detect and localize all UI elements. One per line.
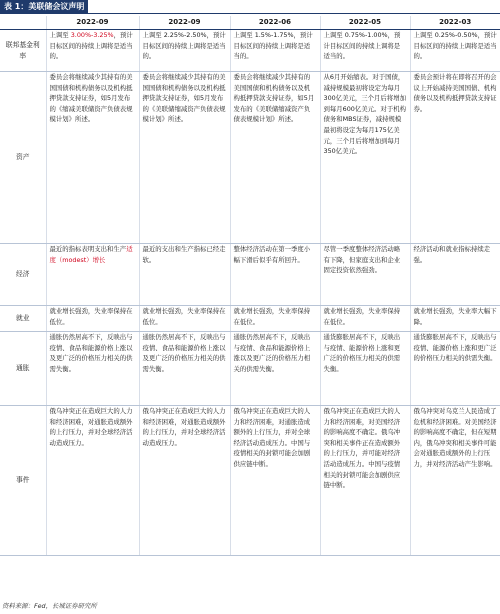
- header-date: 2022-09: [46, 16, 139, 30]
- table-cell: 通货膨胀居高不下，反映出与疫情、能源价格上涨和更广泛的价格压力相关的供需失衡。: [410, 332, 500, 406]
- table-cell: 就业增长强劲，失业率保持在低位。: [320, 306, 410, 332]
- row-label: 联邦基金利率: [0, 30, 46, 72]
- table-cell: 俄乌冲突正在造成巨大的人力和经济困难，对通胀造成额外的上行压力，并对全球经济活动造成压力。: [139, 406, 230, 556]
- row-assets: [0, 72, 500, 244]
- table-cell: 俄乌冲突正在造成巨大的人力和经济困难，对通胀造成额外的上行压力，并对全球经济活动造成压力。中国与疫情相关的封锁可能会加剧供应链中断。: [230, 406, 320, 556]
- row-label: 事件: [0, 406, 46, 556]
- table-cell: 委员会将继续减少其持有的美国国债和机构债务以及机构抵押贷款支持证券，如5月发布的《缩减美联储资产负债表规模计划》所述。: [46, 72, 139, 244]
- table-cell: 整体经济活动在第一季度小幅下滑后似乎有所回升。: [230, 244, 320, 306]
- row-label: 资产: [0, 72, 46, 244]
- table-cell: [46, 30, 139, 72]
- table-cell: 委员会预计将在即将召开的会议上开始减持美国国债、机构债务以及机构抵押贷款支持证券。: [410, 72, 500, 244]
- highlighted-growth: 适度（modest）增长: [49, 245, 133, 264]
- header-blank: [0, 16, 46, 30]
- table-cell: 就业增长强劲，失业率保持在低位。: [46, 306, 139, 332]
- highlighted-rate: 3.00%-3.25%: [70, 31, 114, 39]
- table-cell: 上调至 0.25%-0.50%，预计目标区间的持续上调将是适当的。: [410, 30, 500, 72]
- table-cell: [46, 244, 139, 306]
- table-cell: 上调至 0.75%-1.00%，预计目标区间的持续上调将是适当的。: [320, 30, 410, 72]
- header-date: 2022-09: [139, 16, 230, 30]
- row-inflation: [0, 332, 500, 406]
- header-row: [0, 16, 500, 30]
- table-cell: 通货膨胀居高不下，反映出与疫情、能源价格上涨和更广泛的价格压力相关的供需失衡。: [320, 332, 410, 406]
- row-label: 经济: [0, 244, 46, 306]
- cell-text: 上调至: [49, 31, 71, 39]
- header-date: 2022-05: [320, 16, 410, 30]
- table-cell: 俄乌冲突正在造成巨大的人力和经济困难，对美国经济的影响高度不确定。俄乌冲突和相关事件正在造成额外的上行压力，并可能对经济活动造成压力。中国与疫情相关的封锁可能会加剧供应链中断。: [320, 406, 410, 556]
- table-cell: 委员会将继续减少其持有的美国国债和机构债务以及机构抵押贷款支持证券，如5月发布的《美联储缩减资产负债表规模计划》所述。: [139, 72, 230, 244]
- header-date: 2022-03: [410, 16, 500, 30]
- table-cell: 通胀仍然居高不下，反映出与疫情、食品和能源价格上涨以及更广泛的价格压力相关的供需失衡。: [46, 332, 139, 406]
- row-label: 就业: [0, 306, 46, 332]
- row-events: [0, 406, 500, 556]
- table-cell: 通胀仍然居高不下，反映出与疫情、食品和能源价格上涨以及更广泛的价格压力相关的供需失衡。: [139, 332, 230, 406]
- fomc-statement-table: [0, 16, 500, 556]
- table-cell: 尽管一季度整体经济活动略有下降，但家庭支出和企业固定投资依然强劲。: [320, 244, 410, 306]
- table-cell: 就业增长强劲，失业率保持在低位。: [139, 306, 230, 332]
- row-economy: [0, 244, 500, 306]
- header-date: 2022-06: [230, 16, 320, 30]
- title-bar: [0, 0, 500, 14]
- table-title: 表 1：美联储会议声明: [0, 0, 88, 13]
- table-cell: 俄乌冲突对乌克兰人民造成了危机和经济困难。对美国经济的影响高度不确定，但在短期内，俄乌冲突和相关事件可能会对通胀造成额外的上行压力，并对经济活动产生影响。: [410, 406, 500, 556]
- table-cell: 上调至 2.25%-2.50%，预计目标区间的持续上调将是适当的。: [139, 30, 230, 72]
- table-cell: 俄乌冲突正在造成巨大的人力和经济困难，对通胀造成额外的上行压力，并对全球经济活动造成压力。: [46, 406, 139, 556]
- cell-text: ，预计目标区间的持续上调将是适当的。: [49, 31, 133, 61]
- row-employment: [0, 306, 500, 332]
- table-cell: 经济活动和就业指标持续走强。: [410, 244, 500, 306]
- row-fed-funds-rate: [0, 30, 500, 72]
- source-note: 资料来源：Fed，长城证券研究所: [2, 602, 97, 610]
- table-cell: 最近的支出和生产指标已经走软。: [139, 244, 230, 306]
- table-cell: 就业增长强劲，失业率保持在低位。: [230, 306, 320, 332]
- table-cell: 就业增长强劲，失业率大幅下降。: [410, 306, 500, 332]
- table-cell: 通胀仍然居高不下，反映出与疫情、食品和能源价格上涨以及更广泛的价格压力相关的供需失衡。: [230, 332, 320, 406]
- table-cell: 上调至 1.5%-1.75%，预计目标区间的持续上调将是适当的。: [230, 30, 320, 72]
- cell-text: 最近的指标表明支出和生产: [49, 245, 127, 253]
- table-cell: 从6月开始缩表。对于国债，减持规模最初将设定为每月300亿美元，三个月后将增加到每月600亿美元。对于机构债务和MBS证券，减持规模最初将设定为每月175亿美元，三个月后将增加到每月350亿美元。: [320, 72, 410, 244]
- row-label: 通胀: [0, 332, 46, 406]
- table-cell: 委员会将继续减少其持有的美国国债和机构债务以及机构抵押贷款支持证券，如5月发布的《美联储缩减资产负债表规模计划》所述。: [230, 72, 320, 244]
